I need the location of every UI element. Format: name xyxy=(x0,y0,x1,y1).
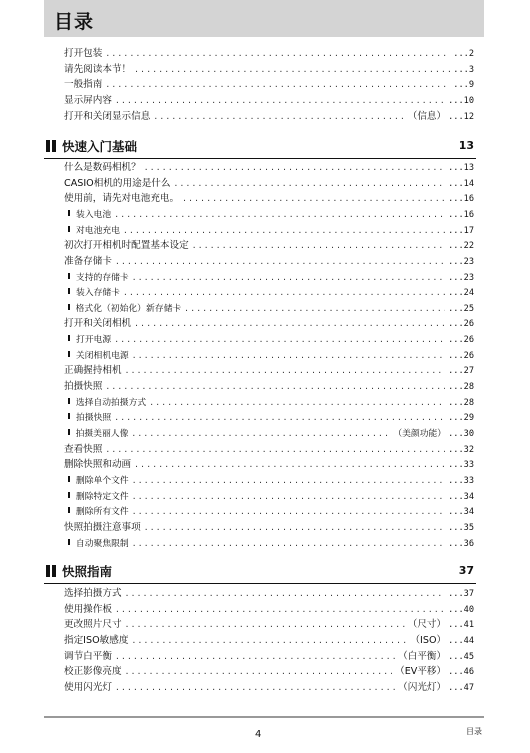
dot-leader xyxy=(125,617,405,633)
toc-entry-note: （美颜功能） xyxy=(393,429,447,439)
toc-entry-note: （EV平移） xyxy=(395,666,447,677)
page-number: 26 xyxy=(463,335,474,345)
dot-leader xyxy=(134,316,445,332)
toc-entry-page: ...16 xyxy=(448,194,474,204)
page-number: 23 xyxy=(463,257,474,267)
toc-subentry[interactable] xyxy=(64,410,474,426)
toc-entry-page: ...28 xyxy=(448,398,474,408)
toc-entry-label: 拍摄快照 xyxy=(64,381,103,392)
toc-entry-page: ...45 xyxy=(448,652,474,662)
toc-entry[interactable] xyxy=(64,109,474,125)
toc-entry-label: 请先阅读本节！ xyxy=(64,64,132,75)
dot-leader xyxy=(132,473,445,489)
dot-leader xyxy=(182,191,445,207)
toc-entry[interactable] xyxy=(64,457,474,473)
section-title[interactable]: 快速入门基础 xyxy=(62,139,138,154)
dot-leader xyxy=(132,348,445,364)
toc-entry-page: ...23 xyxy=(448,273,474,283)
toc-entry[interactable] xyxy=(64,633,474,649)
toc-entry-page: ...46 xyxy=(448,667,474,677)
bullet-icon xyxy=(68,273,70,279)
toc-entry-label: 关闭相机电源 xyxy=(75,351,129,361)
toc-entry-label: 拍摄快照 xyxy=(76,413,112,423)
toc-entry-label: 调节白平衡 xyxy=(64,651,112,662)
toc-entry-page: ...29 xyxy=(448,413,474,423)
section-page: 13 xyxy=(458,139,474,152)
toc-entry-page: ...36 xyxy=(448,539,474,549)
section-marker-icon xyxy=(52,140,56,152)
toc-subentry[interactable] xyxy=(64,301,474,317)
toc-entry-page: ...13 xyxy=(448,163,474,173)
dot-leader xyxy=(115,93,445,109)
toc-entry-label: 拍摄美丽人像 xyxy=(75,429,129,439)
toc-entry-label: 选择自动拍摄方式 xyxy=(75,398,147,408)
dot-leader xyxy=(114,207,445,223)
toc-entry-note: （ISO） xyxy=(410,635,447,646)
toc-entry-page: ...10 xyxy=(448,96,474,106)
toc-entry[interactable] xyxy=(64,379,474,395)
toc-entry[interactable] xyxy=(64,160,474,176)
dot-leader xyxy=(132,489,445,505)
toc-entry-page: ...35 xyxy=(448,523,474,533)
toc-entry[interactable] xyxy=(64,586,474,602)
toc-entry-label: 使用操作板 xyxy=(64,604,112,615)
toc-entry-label: 装入存储卡 xyxy=(75,288,120,298)
toc-entry-page: ...34 xyxy=(448,507,474,517)
bullet-icon xyxy=(68,507,70,513)
page-number: 16 xyxy=(463,194,474,204)
toc-entry-page: ...24 xyxy=(448,288,474,298)
toc-entry-page: ...2 xyxy=(453,49,474,59)
dot-leader xyxy=(131,426,390,442)
toc-entry-page: ...30 xyxy=(448,429,474,439)
bullet-icon xyxy=(68,398,70,404)
page-number: 35 xyxy=(463,523,474,533)
toc-entry-page: ...25 xyxy=(448,304,474,314)
toc-entry[interactable] xyxy=(64,363,474,379)
dot-leader xyxy=(123,223,445,239)
dot-leader xyxy=(132,504,445,520)
page-number: 9 xyxy=(468,80,474,90)
dot-leader xyxy=(114,332,445,348)
page-number: 22 xyxy=(463,241,474,251)
page-number: 27 xyxy=(463,366,474,376)
toc-entry-label: 对电池充电 xyxy=(75,226,120,236)
toc-entry-page: ...37 xyxy=(448,589,474,599)
page-number: 36 xyxy=(463,539,474,549)
toc-entry-page: ...40 xyxy=(448,605,474,615)
toc-entry-label: 装入电池 xyxy=(76,210,112,220)
bullet-icon xyxy=(68,335,70,341)
toc-entry[interactable] xyxy=(64,238,474,254)
toc-entry-label: 准备存储卡 xyxy=(64,256,112,267)
toc-entry-label: 初次打开相机时配置基本设定 xyxy=(64,240,189,251)
toc-entry-label: 更改照片尺寸 xyxy=(64,619,122,630)
page-number: 3 xyxy=(468,65,474,75)
page-number: 30 xyxy=(463,429,474,439)
toc-entry-page: ...47 xyxy=(448,683,474,693)
page-number: 34 xyxy=(463,507,474,517)
toc-entry-label: 显示屏内容 xyxy=(64,95,112,106)
toc-entry-label: 删除快照和动画 xyxy=(64,459,132,470)
toc-entry[interactable] xyxy=(64,617,474,633)
page-number: 17 xyxy=(463,226,474,236)
toc-entry[interactable] xyxy=(64,649,474,665)
toc-entry-label: 支持的存储卡 xyxy=(75,273,129,283)
page-number: 32 xyxy=(463,445,474,455)
toc-entry-note: （白平衡） xyxy=(398,651,447,662)
toc-entry-page: ...12 xyxy=(448,112,474,122)
footer-page-number: 4 xyxy=(255,729,262,740)
toc-entry-note: （闪光灯） xyxy=(398,682,447,693)
page-number: 28 xyxy=(463,398,474,408)
dot-leader xyxy=(134,457,445,473)
toc-entry[interactable] xyxy=(64,62,474,78)
page-number: 28 xyxy=(463,382,474,392)
toc-subentry[interactable] xyxy=(64,504,474,520)
dot-leader xyxy=(132,536,445,552)
toc-entry-page: ...44 xyxy=(448,636,474,646)
toc-entry-label: CASIO相机的用途是什么 xyxy=(64,178,171,189)
dot-leader xyxy=(184,301,445,317)
page-number: 12 xyxy=(463,112,474,122)
toc-entry-page: ...33 xyxy=(448,476,474,486)
bullet-icon xyxy=(68,304,70,310)
toc-entry-page: ...27 xyxy=(448,366,474,376)
toc-entry-label: 打开和关闭相机 xyxy=(64,318,132,329)
toc-entry-label: 删除所有文件 xyxy=(75,507,129,517)
page-number: 26 xyxy=(463,319,474,329)
toc-subentry[interactable] xyxy=(64,223,474,239)
page-number: 23 xyxy=(463,273,474,283)
toc-entry-label: 一般指南 xyxy=(64,79,103,90)
toc-entry-label: 格式化（初始化）新存储卡 xyxy=(75,304,182,314)
toc-subentry[interactable] xyxy=(64,426,474,442)
dot-leader xyxy=(125,664,393,680)
toc-entry-label: 自动聚焦限制 xyxy=(75,539,129,549)
toc-subentry[interactable] xyxy=(64,395,474,411)
toc-entry-label: 打开电源 xyxy=(76,335,112,345)
toc-entry-label: 查看快照 xyxy=(64,444,103,455)
toc-subentry[interactable] xyxy=(64,285,474,301)
toc-entry[interactable] xyxy=(64,191,474,207)
toc-entry-page: ...9 xyxy=(453,80,474,90)
toc-entry[interactable] xyxy=(64,664,474,680)
toc-title-bar xyxy=(44,0,484,37)
toc-entry-page: ...14 xyxy=(448,179,474,189)
bullet-icon xyxy=(68,539,70,545)
toc-subentry[interactable] xyxy=(64,489,474,505)
bullet-icon xyxy=(68,288,70,294)
bullet-icon xyxy=(68,351,70,357)
toc-entry-page: ...32 xyxy=(448,445,474,455)
toc-entry-page: ...26 xyxy=(448,351,474,361)
page-number: 25 xyxy=(463,304,474,314)
toc-entry-label: 使用前，请先对电池充电。 xyxy=(64,193,180,204)
dot-leader xyxy=(105,46,450,62)
toc-entry-label: 快照拍摄注意事项 xyxy=(64,522,141,533)
dot-leader xyxy=(123,285,445,301)
dot-leader xyxy=(114,410,445,426)
page-number: 16 xyxy=(463,210,474,220)
toc-entry-note: （尺寸） xyxy=(407,619,447,630)
page-number: 2 xyxy=(468,49,474,59)
toc-entry-label: 指定ISO敏感度 xyxy=(64,635,129,646)
toc-entry-page: ...41 xyxy=(448,620,474,630)
toc-entry-page: ...16 xyxy=(448,210,474,220)
dot-leader xyxy=(134,62,450,78)
bullet-icon xyxy=(68,413,70,419)
page-number: 40 xyxy=(463,605,474,615)
page-title: 目录 xyxy=(54,11,95,33)
section-marker-icon xyxy=(52,565,56,577)
page-number: 46 xyxy=(463,667,474,677)
toc-entry-page: ...26 xyxy=(448,335,474,345)
toc-entry-page: ...3 xyxy=(453,65,474,75)
dot-leader xyxy=(105,379,445,395)
toc-entry-page: ...26 xyxy=(448,319,474,329)
page-number: 34 xyxy=(463,492,474,502)
toc-subentry[interactable] xyxy=(64,348,474,364)
dot-leader xyxy=(105,77,450,93)
toc-subentry[interactable] xyxy=(64,332,474,348)
toc-entry-label: 校正影像亮度 xyxy=(64,666,122,677)
bullet-icon xyxy=(68,476,70,482)
toc-entry[interactable] xyxy=(64,602,474,618)
page-number: 45 xyxy=(463,652,474,662)
dot-leader xyxy=(125,363,446,379)
dot-leader xyxy=(105,442,445,458)
dot-leader xyxy=(115,649,395,665)
section-header xyxy=(44,136,476,159)
footer-divider xyxy=(44,716,484,718)
toc-entry[interactable] xyxy=(64,520,474,536)
toc-entry-label: 正确握持相机 xyxy=(64,365,122,376)
toc-entry[interactable] xyxy=(64,680,474,696)
toc-entry-note: （信息） xyxy=(407,111,447,122)
toc-entry[interactable] xyxy=(64,442,474,458)
toc-entry-page: ...33 xyxy=(448,460,474,470)
section-header xyxy=(44,561,476,584)
dot-leader xyxy=(125,586,446,602)
toc-subentry[interactable] xyxy=(64,270,474,286)
toc-entry-page: ...17 xyxy=(448,226,474,236)
dot-leader xyxy=(131,633,407,649)
page-number: 33 xyxy=(463,476,474,486)
dot-leader xyxy=(173,176,445,192)
toc-entry[interactable] xyxy=(64,46,474,62)
section-marker-icon xyxy=(46,140,50,152)
section-page: 37 xyxy=(458,564,474,577)
toc-entry-label: 删除特定文件 xyxy=(75,492,129,502)
toc-entry[interactable] xyxy=(64,316,474,332)
toc-entry[interactable] xyxy=(64,176,474,192)
dot-leader xyxy=(132,270,445,286)
toc-entry[interactable] xyxy=(64,254,474,270)
dot-leader xyxy=(115,602,445,618)
toc-subentry[interactable] xyxy=(64,473,474,489)
toc-entry-page: ...23 xyxy=(448,257,474,267)
page-number: 33 xyxy=(463,460,474,470)
page-number: 26 xyxy=(463,351,474,361)
toc-entry[interactable] xyxy=(64,77,474,93)
toc-entry-label: 使用闪光灯 xyxy=(64,682,112,693)
section-title[interactable]: 快照指南 xyxy=(62,564,113,579)
dot-leader xyxy=(153,109,404,125)
dot-leader xyxy=(115,254,445,270)
toc-entry-page: ...22 xyxy=(448,241,474,251)
toc-entry-label: 选择拍摄方式 xyxy=(64,588,122,599)
page-number: 47 xyxy=(463,683,474,693)
bullet-icon xyxy=(68,226,70,232)
toc-subentry[interactable] xyxy=(64,207,474,223)
toc-subentry[interactable] xyxy=(64,536,474,552)
page-number: 29 xyxy=(463,413,474,423)
page-number: 13 xyxy=(463,163,474,173)
bullet-icon xyxy=(68,492,70,498)
page-number: 41 xyxy=(463,620,474,630)
footer-toc-link[interactable]: 目录 xyxy=(466,727,482,736)
dot-leader xyxy=(192,238,445,254)
page-number: 44 xyxy=(463,636,474,646)
dot-leader xyxy=(115,680,395,696)
toc-entry-label: 打开和关闭显示信息 xyxy=(64,111,151,122)
page-number: 24 xyxy=(463,288,474,298)
dot-leader xyxy=(144,160,445,176)
dot-leader xyxy=(149,395,445,411)
toc-entry-page: ...34 xyxy=(448,492,474,502)
bullet-icon xyxy=(68,429,70,435)
toc-entry-label: 删除单个文件 xyxy=(75,476,129,486)
page-number: 10 xyxy=(463,96,474,106)
bullet-icon xyxy=(68,210,70,216)
page-number: 37 xyxy=(463,589,474,599)
toc-entry-label: 什么是数码相机？ xyxy=(64,162,141,173)
dot-leader xyxy=(144,520,445,536)
toc-entry-page: ...28 xyxy=(448,382,474,392)
page-number: 14 xyxy=(463,179,474,189)
toc-entry-label: 打开包装 xyxy=(64,48,103,59)
toc-entry[interactable] xyxy=(64,93,474,109)
section-marker-icon xyxy=(46,565,50,577)
